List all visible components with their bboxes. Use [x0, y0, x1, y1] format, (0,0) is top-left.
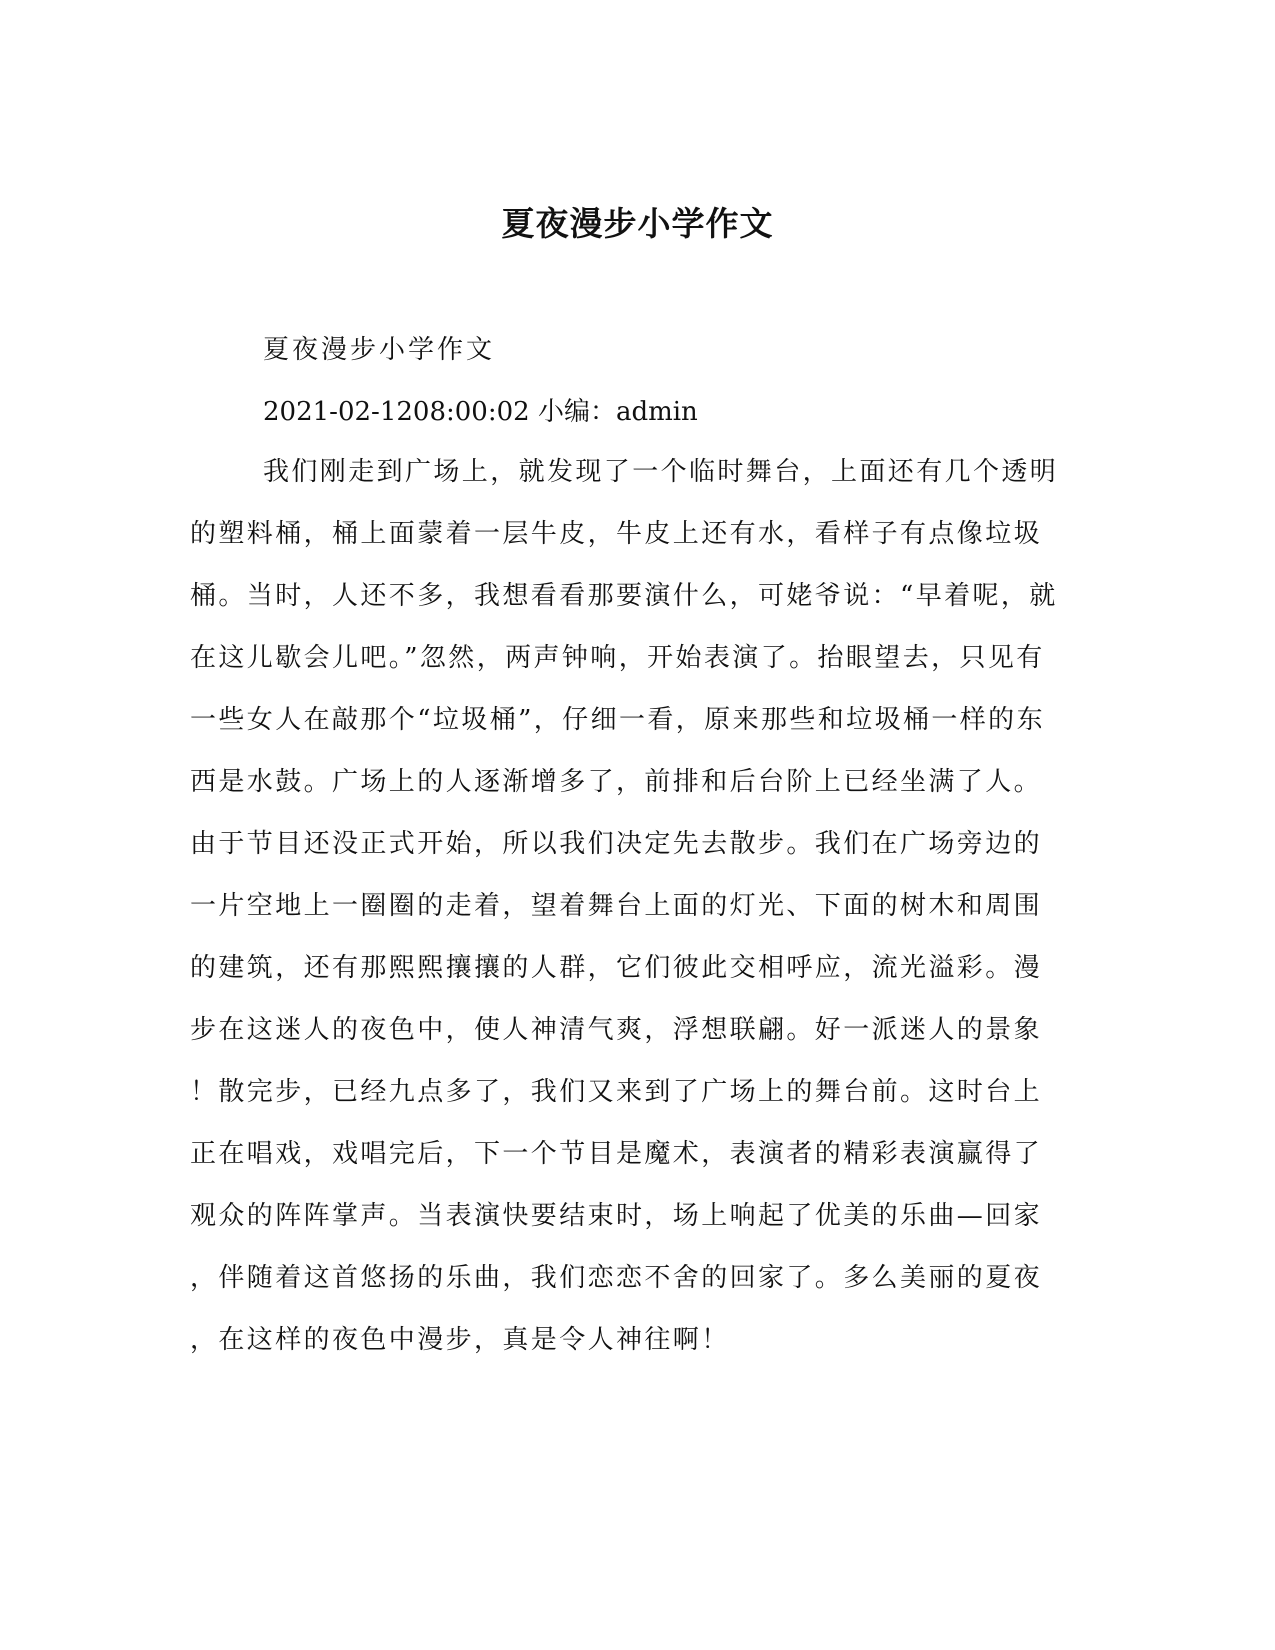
article-body [190, 452, 1090, 1382]
body-line: 的塑料桶，桶上面蒙着一层牛皮，牛皮上还有水，看样子有点像垃圾 [190, 519, 1043, 549]
body-line: ！散完步，已经九点多了，我们又来到了广场上的舞台前。这时台上 [190, 1077, 1043, 1107]
body-line: 一片空地上一圈圈的走着，望着舞台上面的灯光、下面的树木和周围 [190, 891, 1043, 921]
body-line: 正在唱戏，戏唱完后，下一个节目是魔术，表演者的精彩表演赢得了 [190, 1139, 1043, 1169]
document-title: 夏夜漫步小学作文 [501, 204, 774, 243]
body-line: 一些女人在敲那个“垃圾桶”，仔细一看，原来那些和垃圾桶一样的东 [190, 705, 1045, 735]
document-subtitle: 夏夜漫步小学作文 [263, 335, 496, 365]
body-line: 西是水鼓。广场上的人逐渐增多了，前排和后台阶上已经坐满了人。 [190, 767, 1043, 797]
body-line: ，伴随着这首悠扬的乐曲，我们恋恋不舍的回家了。多么美丽的夏夜 [190, 1263, 1043, 1293]
publish-meta: 2021-02-1208:00:02 小编：admin [263, 397, 698, 427]
body-line: 步在这迷人的夜色中，使人神清气爽，浮想联翩。好一派迷人的景象 [190, 1015, 1043, 1045]
body-line: 的建筑，还有那熙熙攘攘的人群，它们彼此交相呼应，流光溢彩。漫 [190, 953, 1043, 983]
body-line: 观众的阵阵掌声。当表演快要结束时，场上响起了优美的乐曲—回家 [190, 1201, 1043, 1231]
body-line: 在这儿歇会儿吧。”忽然，两声钟响，开始表演了。抬眼望去，只见有 [190, 643, 1045, 673]
body-line: 桶。当时，人还不多，我想看看那要演什么，可姥爷说：“早着呢，就 [190, 581, 1058, 611]
body-line: 我们刚走到广场上，就发现了一个临时舞台，上面还有几个透明 [263, 457, 1059, 487]
body-line: ，在这样的夜色中漫步，真是令人神往啊！ [190, 1325, 730, 1355]
body-line: 由于节目还没正式开始，所以我们决定先去散步。我们在广场旁边的 [190, 829, 1043, 859]
